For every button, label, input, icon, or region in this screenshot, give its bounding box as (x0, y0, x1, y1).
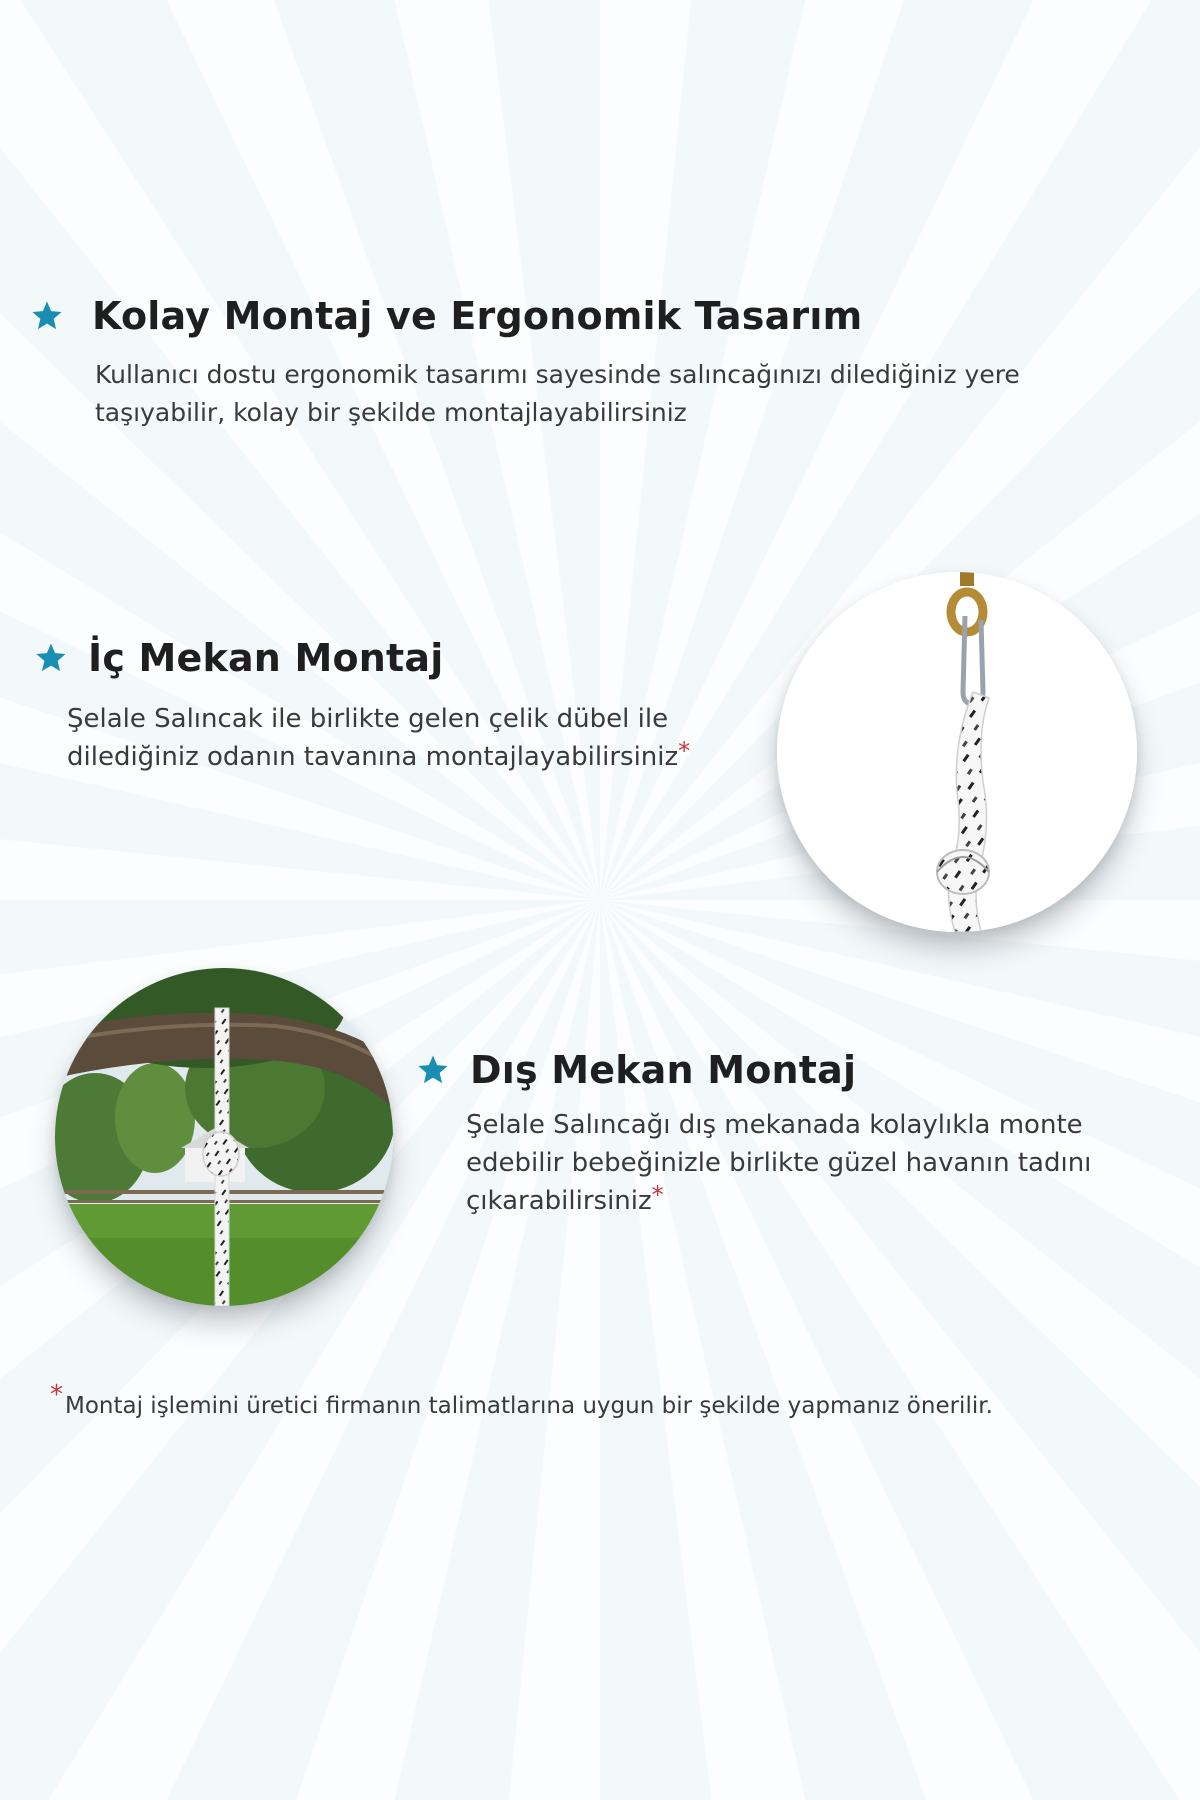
section-title: Dış Mekan Montaj (470, 1048, 857, 1092)
section-easy-assembly (30, 294, 1170, 432)
description-line-text: çıkarabilirsiniz (466, 1186, 652, 1216)
description-line: edebilir bebeğinizle birlikte güzel havanın tadını (466, 1148, 1092, 1178)
description-line: Şelale Salıncağı dış mekanada kolaylıkla monte (466, 1110, 1083, 1140)
section-title: İç Mekan Montaj (88, 636, 444, 680)
star-icon (34, 641, 68, 675)
tree-branch-illustration (55, 968, 393, 1306)
section-heading (416, 1048, 1156, 1092)
section-heading (30, 294, 1170, 338)
section-title: Kolay Montaj ve Ergonomik Tasarım (92, 294, 863, 338)
description-line-with-marker (466, 1182, 1156, 1220)
footnote-text: Montaj işlemini üretici firmanın talimatlarına uygun bir şekilde yapmanız önerilir. (65, 1393, 993, 1419)
description-line: Kullanıcı dostu ergonomik tasarımı sayesinde salıncağınızı dilediğiniz yere (95, 360, 1020, 389)
footnote (50, 1380, 993, 1420)
asterisk-marker: * (50, 1380, 63, 1410)
section-description (466, 1106, 1156, 1220)
outdoor-tree-image (55, 968, 393, 1306)
section-description (67, 700, 734, 776)
description-line: Şelale Salıncak ile birlikte gelen çelik dübel ile (67, 704, 669, 734)
section-outdoor-assembly (416, 1048, 1156, 1220)
description-line: taşıyabilir, kolay bir şekilde montajlayabilirsiniz (95, 398, 687, 427)
star-icon (416, 1053, 450, 1087)
asterisk-marker: * (678, 737, 691, 765)
section-heading (34, 636, 734, 680)
section-description (95, 356, 1170, 432)
asterisk-marker: * (651, 1181, 664, 1209)
description-line-text: dilediğiniz odanın tavanına montajlayabilirsiniz (67, 742, 679, 772)
section-indoor-assembly (34, 636, 734, 776)
star-icon (30, 299, 64, 333)
description-line-with-marker (67, 738, 734, 776)
rope-hook-illustration (777, 572, 1137, 932)
indoor-rope-image (777, 572, 1137, 932)
